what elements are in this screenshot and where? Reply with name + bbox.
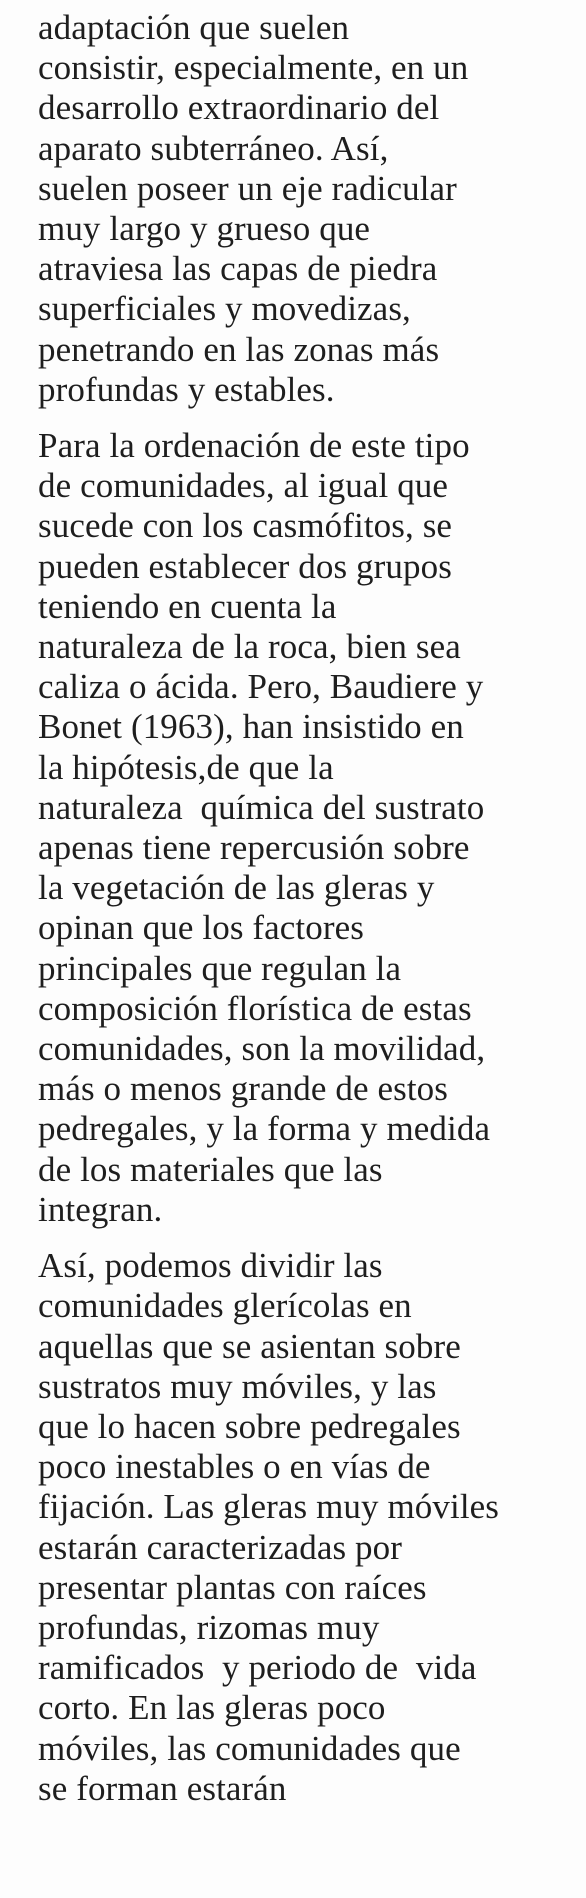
text-line: pedregales, y la forma y medida (38, 1109, 491, 1149)
paragraph-3 (38, 1246, 583, 1809)
text-line: de los materiales que las (38, 1149, 383, 1189)
text-line: que lo hacen sobre pedregales (38, 1406, 461, 1446)
text-line: aquellas que se asientan sobre (38, 1326, 461, 1366)
text-line: Bonet (1963), han insistido en (38, 707, 464, 747)
text-line: suelen poseer un eje radicular (38, 168, 457, 208)
text-line: fijación. Las gleras muy móviles (38, 1487, 500, 1527)
text-line: teniendo en cuenta la (38, 586, 337, 626)
text-line: estarán caracterizadas por (38, 1527, 403, 1567)
text-line: aparato subterráneo. Así, (38, 128, 389, 168)
text-line: muy largo y grueso que (38, 209, 371, 249)
text-line: composición florística de estas (38, 988, 472, 1028)
text-line: ramificados y periodo de vida (38, 1648, 477, 1688)
text-line: se forman estarán (38, 1768, 287, 1808)
text-line: móviles, las comunidades que (38, 1728, 461, 1768)
paragraph-1 (38, 8, 583, 410)
text-column (38, 8, 583, 1825)
text-line: desarrollo extraordinario del (38, 88, 440, 128)
text-line: pueden establecer dos grupos (38, 546, 452, 586)
text-line: principales que regulan la (38, 948, 402, 988)
text-line: Para la ordenación de este tipo (38, 426, 470, 466)
text-line: comunidades glerícolas en (38, 1286, 412, 1326)
text-line: caliza o ácida. Pero, Baudiere y (38, 667, 484, 707)
text-line: atraviesa las capas de piedra (38, 249, 438, 289)
text-line: opinan que los factores (38, 908, 364, 948)
text-line: profundas, rizomas muy (38, 1607, 380, 1647)
text-line: sustratos muy móviles, y las (38, 1366, 437, 1406)
text-line: naturaleza de la roca, bien sea (38, 627, 461, 667)
paragraph-2 (38, 426, 583, 1230)
text-line: de comunidades, al igual que (38, 466, 449, 506)
text-line: comunidades, son la movilidad, (38, 1029, 486, 1069)
text-line: consistir, especialmente, en un (38, 48, 469, 88)
text-line: profundas y estables. (38, 369, 335, 409)
text-line: penetrando en las zonas más (38, 329, 440, 369)
text-line: adaptación que suelen (38, 8, 350, 47)
text-line: más o menos grande de estos (38, 1069, 448, 1109)
text-line: corto. En las gleras poco (38, 1688, 386, 1728)
text-line: naturaleza química del sustrato (38, 787, 485, 827)
text-line: la vegetación de las gleras y (38, 868, 435, 908)
text-line: Así, podemos dividir las (38, 1246, 383, 1286)
text-line: poco inestables o en vías de (38, 1447, 431, 1487)
text-line: apenas tiene repercusión sobre (38, 828, 470, 868)
text-line: presentar plantas con raíces (38, 1567, 427, 1607)
text-line: integran. (38, 1189, 163, 1229)
text-line: superficiales y movedizas, (38, 289, 411, 329)
text-line: sucede con los casmófitos, se (38, 506, 453, 546)
text-line: la hipótesis,de que la (38, 747, 334, 787)
